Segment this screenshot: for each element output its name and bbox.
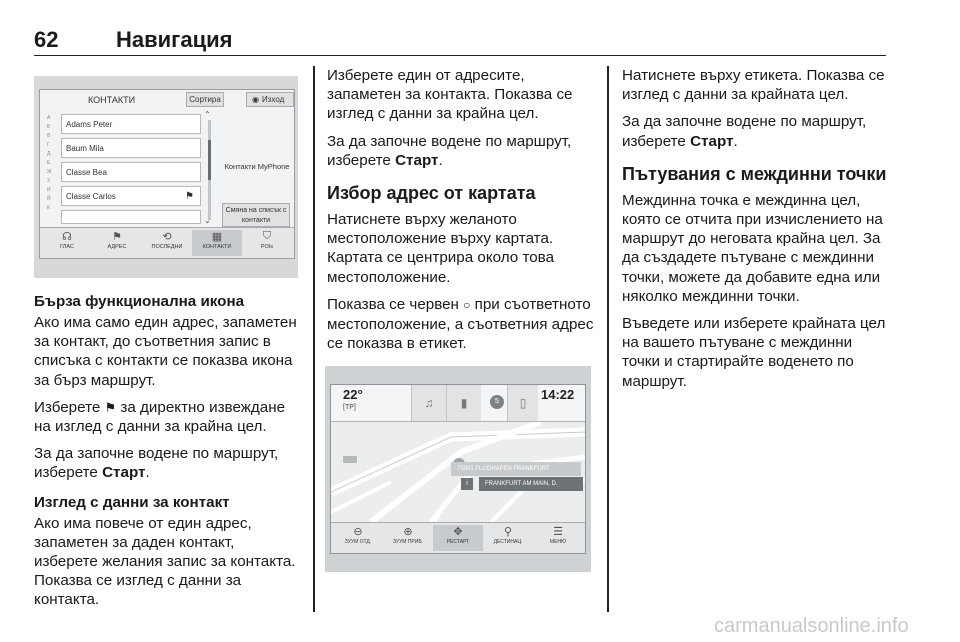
paragraph: Ако има само един адрес, запаметен за контакт, до съответния запис в списъка с контакти се показва икона за бърз маршрут. (34, 314, 297, 389)
nav-recent[interactable]: ⟲ ПОСЛЕДНИ (142, 230, 192, 250)
apps-icon[interactable]: ▯ (507, 385, 538, 421)
address-label-line2[interactable]: FRANKFURT AM MAIN, D. (479, 477, 583, 491)
zoom-out-icon: ⊖ (353, 526, 363, 538)
zoom-in-button[interactable]: ⊕ ЗУУМ ПРИБ. (383, 525, 433, 545)
clock: 14:22 (541, 387, 575, 402)
nav-voice[interactable]: ☊ ГЛАС (42, 230, 92, 250)
flag-icon: ⚑ (112, 231, 122, 243)
search-icon: ⚲ (503, 526, 513, 538)
paragraph: За да започне водене по маршрут, изберете Старт. (622, 113, 867, 150)
paragraph: Натиснете върху желаното местоположение върху картата. Картата се центрира около това местоположение. (327, 211, 555, 286)
map-status-bar (331, 385, 585, 422)
change-contact-list-button[interactable]: Смяна на списък с контакти (222, 203, 290, 227)
watermark-url: carmanualsonline.info (714, 615, 909, 637)
contact-row[interactable]: Adams Peter (61, 114, 201, 134)
music-icon[interactable]: ♫ (411, 385, 446, 421)
paragraph: Ако има повече от един адрес, запаметен за даден контакт, изберете желания запис за контакта. Показва се изглед с данни за контакта. (34, 514, 296, 609)
map-screenshot (325, 366, 591, 572)
paragraph: Междинна точка е междинна цел, която се отчита при изчислението на маршрут до неговата крайна цел. За да създадете пътуване с междинни точки, можете да добавите една или няколко междинни точки. (622, 191, 883, 305)
myphone-contacts-link[interactable]: Контакти MyPhone (224, 162, 290, 171)
sort-button[interactable]: Сортира (186, 92, 224, 107)
back-icon: ◉ (252, 95, 259, 104)
menu-button[interactable]: ☰ МЕНЮ (533, 525, 583, 545)
destination-button[interactable]: ⚲ ДЕСТИНАЦ. (483, 525, 533, 545)
exit-button[interactable] (246, 92, 294, 107)
phone-icon[interactable]: ▮ (446, 385, 481, 421)
contacts-nav-bar (40, 227, 294, 258)
contact-row[interactable]: Classe Carlos ⚑ (61, 186, 201, 206)
scrollbar[interactable] (208, 120, 211, 220)
contact-row[interactable] (61, 210, 201, 224)
nav-pois[interactable]: ⛉ POIs (242, 230, 292, 250)
voice-icon: ☊ (62, 231, 72, 243)
contacts-screenshot (34, 76, 298, 278)
column-3 (622, 66, 892, 399)
column-2 (327, 66, 599, 361)
circle-marker-icon: ○ (463, 297, 471, 312)
flag-icon: ⚑ (104, 399, 117, 415)
contacts-display (39, 89, 295, 259)
paragraph: За да започне водене по маршрут, изберете Старт. (34, 445, 279, 482)
heading-waypoint-trips: Пътувания с междинни точки (622, 163, 887, 184)
notification-badge[interactable]: 5 (490, 395, 504, 409)
recent-icon: ⟲ (162, 231, 172, 243)
poi-icon: ⛉ (262, 230, 272, 242)
heading-select-from-map: Избор адрес от картата (327, 183, 536, 204)
paragraph: Натиснете върху етикета. Показва се изглед с данни за крайната цел. (622, 67, 885, 104)
crosshair-icon: ✥ (453, 526, 463, 538)
zoom-in-icon: ⊕ (403, 526, 413, 538)
paragraph: За да започне водене по маршрут, изберете Старт. (327, 132, 572, 169)
nav-address[interactable]: ⚑ АДРЕС (92, 230, 142, 250)
page-header (34, 27, 886, 56)
paragraph: Показва се червен ○ при съответното местоположение, а съответния адрес се показва в етикет. (327, 295, 594, 353)
page-title: Навигация (116, 27, 233, 52)
paragraph: Изберете един от адресите, запаметен за контакта. Показва се изглед с данни за крайна цел. (327, 67, 573, 123)
scroll-thumb[interactable] (208, 140, 211, 180)
heading-contact-details: Изглед с данни за контакт (34, 493, 230, 511)
quick-route-flag-icon[interactable]: ⚑ (185, 191, 194, 202)
scroll-up-icon[interactable]: ⌃ (204, 110, 211, 119)
temperature: 22° (343, 387, 363, 402)
contacts-icon: ▦ (211, 231, 223, 243)
alphabet-index[interactable]: А Б В Г Д Е Ж З И Й К (47, 115, 52, 211)
page-number: 62 (34, 27, 59, 52)
traffic-program: [TP] (343, 404, 356, 411)
nav-contacts[interactable]: ▦ КОНТАКТИ (192, 230, 242, 256)
paragraph: Изберете ⚑ за директно извеждане на изглед с данни за крайна цел. (34, 398, 286, 436)
scroll-down-icon[interactable]: ⌄ (204, 216, 211, 225)
info-icon[interactable]: i (461, 478, 473, 490)
column-divider-1 (313, 66, 315, 612)
paragraph: Въведете или изберете крайната цел на вашето пътуване с междинни точки и стартирайте воденето по маршрут. (622, 315, 886, 390)
contacts-title: КОНТАКТИ (88, 95, 136, 105)
restart-button[interactable]: ✥ РЕСТАРТ (433, 525, 483, 551)
map-display (330, 384, 586, 554)
map-nav-bar (331, 522, 585, 553)
menu-icon: ☰ (553, 526, 563, 538)
contact-row[interactable]: Classe Bea (61, 162, 201, 182)
column-divider-2 (607, 66, 609, 612)
exit-label: Изход (261, 95, 285, 104)
column-1 (34, 292, 300, 618)
zoom-out-button[interactable]: ⊖ ЗУУМ ОТД. (333, 525, 383, 545)
heading-quick-icon: Бърза функционална икона (34, 293, 245, 310)
address-label-line1[interactable]: 75001 FLUGHAFEN FRANKFURT (451, 462, 581, 476)
contact-row[interactable]: Baum Mila (61, 138, 201, 158)
